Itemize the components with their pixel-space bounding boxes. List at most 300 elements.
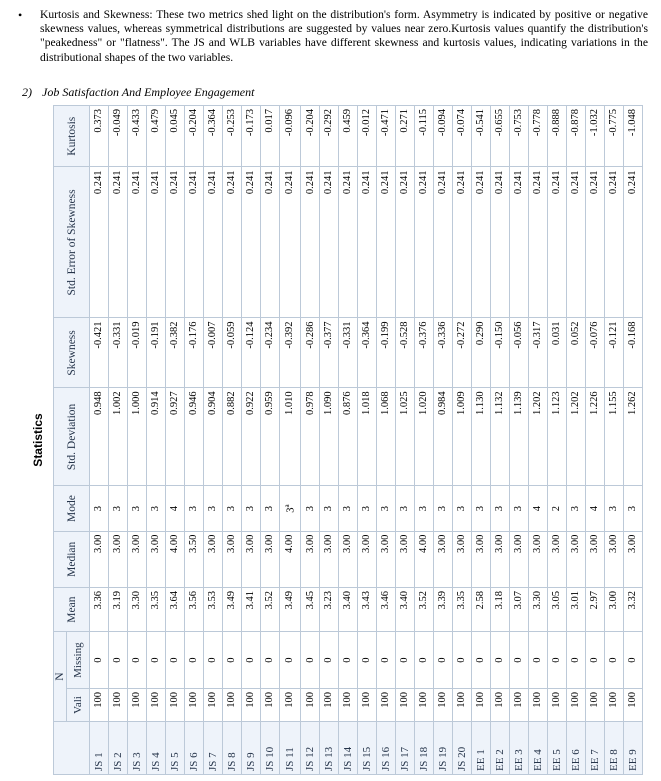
variable-label: JS 16 xyxy=(376,722,395,775)
cell-mode: 3 xyxy=(604,486,623,531)
cell-valid: 100 xyxy=(260,688,279,721)
cell-kurt: -0.541 xyxy=(471,106,490,167)
cell-mode: 3 xyxy=(490,486,509,531)
cell-median: 3.00 xyxy=(260,531,279,587)
cell-mode: 4 xyxy=(528,486,547,531)
cell-mode: 3 xyxy=(433,486,452,531)
cell-se: 0.241 xyxy=(338,167,357,318)
cell-missing: 0 xyxy=(452,632,471,689)
cell-missing: 0 xyxy=(490,632,509,689)
cell-median: 3.00 xyxy=(108,531,127,587)
cell-missing: 0 xyxy=(165,632,184,689)
cell-mode: 4 xyxy=(165,486,184,531)
cell-valid: 100 xyxy=(547,688,566,721)
cell-se: 0.241 xyxy=(471,167,490,318)
table-row xyxy=(509,106,528,775)
cell-se: 0.241 xyxy=(184,167,203,318)
cell-mode: 3 xyxy=(222,486,241,531)
cell-se: 0.241 xyxy=(509,167,528,318)
cell-missing: 0 xyxy=(146,632,165,689)
cell-mean: 3.46 xyxy=(376,587,395,631)
variable-label: JS 11 xyxy=(279,722,300,775)
cell-mean: 3.53 xyxy=(203,587,222,631)
cell-mean: 3.30 xyxy=(528,587,547,631)
cell-mode: 3 xyxy=(509,486,528,531)
cell-mode: 3 xyxy=(376,486,395,531)
cell-missing: 0 xyxy=(604,632,623,689)
cell-valid: 100 xyxy=(320,688,339,721)
cell-skew: -0.272 xyxy=(452,318,471,388)
cell-missing: 0 xyxy=(395,632,414,689)
cell-mode: 3 xyxy=(338,486,357,531)
cell-mode: 3 xyxy=(414,486,433,531)
table-row xyxy=(241,106,260,775)
cell-median: 3.00 xyxy=(320,531,339,587)
cell-kurt: -0.433 xyxy=(127,106,146,167)
cell-missing: 0 xyxy=(357,632,376,689)
cell-mode: 3$^a$ xyxy=(279,486,300,531)
variable-label: JS 9 xyxy=(241,722,260,775)
cell-mode: 3 xyxy=(320,486,339,531)
cell-median: 3.00 xyxy=(395,531,414,587)
cell-skew: -0.336 xyxy=(433,318,452,388)
cell-kurt: -0.115 xyxy=(414,106,433,167)
cell-kurt: -1.048 xyxy=(623,106,642,167)
variable-label: EE 3 xyxy=(509,722,528,775)
cell-se: 0.241 xyxy=(146,167,165,318)
cell-median: 4.00 xyxy=(414,531,433,587)
cell-missing: 0 xyxy=(320,632,339,689)
cell-mean: 3.23 xyxy=(320,587,339,631)
cell-se: 0.241 xyxy=(604,167,623,318)
table-row xyxy=(184,106,203,775)
variable-label: JS 2 xyxy=(108,722,127,775)
bullet-text: Kurtosis and Skewness: These two metrics shed light on the distribution's form. Asymmetry is indicated by positive or negative skewness values, whereas symmetrical distributions are suggested by values near zero.Kurtosis values quantify the distribution's "peakedness" or "flatness". The JS and WLB variables have different skewness and kurtosis values, indicating variations in the distributional shapes of the two variables. xyxy=(40,8,648,64)
cell-se: 0.241 xyxy=(566,167,585,318)
cell-kurt: -0.471 xyxy=(376,106,395,167)
cell-sd: 0.946 xyxy=(184,388,203,486)
cell-mean: 3.18 xyxy=(490,587,509,631)
cell-median: 3.00 xyxy=(241,531,260,587)
cell-skew: -0.331 xyxy=(108,318,127,388)
cell-kurt: -0.878 xyxy=(566,106,585,167)
cell-sd: 0.876 xyxy=(338,388,357,486)
header-mode: Mode xyxy=(54,486,90,531)
cell-median: 3.00 xyxy=(528,531,547,587)
variable-label: JS 5 xyxy=(165,722,184,775)
variable-label: EE 9 xyxy=(623,722,642,775)
variable-label: EE 7 xyxy=(585,722,604,775)
cell-missing: 0 xyxy=(90,632,109,689)
cell-se: 0.241 xyxy=(320,167,339,318)
variable-label: JS 17 xyxy=(395,722,414,775)
cell-missing: 0 xyxy=(566,632,585,689)
table-row xyxy=(320,106,339,775)
cell-median: 3.00 xyxy=(604,531,623,587)
cell-se: 0.241 xyxy=(357,167,376,318)
cell-kurt: 0.459 xyxy=(338,106,357,167)
cell-sd: 1.009 xyxy=(452,388,471,486)
cell-valid: 100 xyxy=(165,688,184,721)
cell-mean: 3.40 xyxy=(338,587,357,631)
cell-mean: 3.64 xyxy=(165,587,184,631)
cell-se: 0.241 xyxy=(165,167,184,318)
cell-sd: 0.904 xyxy=(203,388,222,486)
cell-kurt: -0.204 xyxy=(184,106,203,167)
cell-valid: 100 xyxy=(357,688,376,721)
variable-label: JS 20 xyxy=(452,722,471,775)
cell-mean: 3.45 xyxy=(301,587,320,631)
cell-se: 0.241 xyxy=(260,167,279,318)
cell-mean: 3.36 xyxy=(90,587,109,631)
cell-mean: 3.40 xyxy=(395,587,414,631)
cell-median: 3.00 xyxy=(547,531,566,587)
cell-median: 3.00 xyxy=(376,531,395,587)
table-row xyxy=(471,106,490,775)
cell-mean: 3.19 xyxy=(108,587,127,631)
cell-se: 0.241 xyxy=(108,167,127,318)
cell-sd: 1.068 xyxy=(376,388,395,486)
variable-label: JS 15 xyxy=(357,722,376,775)
cell-sd: 1.130 xyxy=(471,388,490,486)
table-row xyxy=(357,106,376,775)
cell-se: 0.241 xyxy=(301,167,320,318)
cell-valid: 100 xyxy=(127,688,146,721)
cell-median: 3.00 xyxy=(471,531,490,587)
cell-kurt: -0.049 xyxy=(108,106,127,167)
cell-sd: 1.090 xyxy=(320,388,339,486)
statistics-table xyxy=(23,105,643,775)
cell-mode: 3 xyxy=(395,486,414,531)
cell-median: 3.00 xyxy=(623,531,642,587)
cell-se: 0.241 xyxy=(376,167,395,318)
cell-valid: 100 xyxy=(471,688,490,721)
cell-mode: 3 xyxy=(127,486,146,531)
cell-se: 0.241 xyxy=(127,167,146,318)
cell-mode: 3 xyxy=(623,486,642,531)
table-row xyxy=(222,106,241,775)
section-title: Job Satisfaction And Employee Engagement xyxy=(42,85,255,99)
cell-mode: 3 xyxy=(184,486,203,531)
cell-mode: 3 xyxy=(301,486,320,531)
cell-se: 0.241 xyxy=(490,167,509,318)
cell-skew: -0.199 xyxy=(376,318,395,388)
cell-skew: -0.150 xyxy=(490,318,509,388)
table-row xyxy=(338,106,357,775)
cell-median: 3.00 xyxy=(490,531,509,587)
table-row xyxy=(566,106,585,775)
header-std-deviation: Std. Deviation xyxy=(54,388,90,486)
variable-label: EE 8 xyxy=(604,722,623,775)
cell-median: 3.00 xyxy=(90,531,109,587)
cell-mode: 3 xyxy=(566,486,585,531)
cell-missing: 0 xyxy=(241,632,260,689)
cell-median: 3.00 xyxy=(127,531,146,587)
cell-kurt: -0.775 xyxy=(604,106,623,167)
cell-sd: 1.155 xyxy=(604,388,623,486)
cell-mean: 3.32 xyxy=(623,587,642,631)
cell-sd: 1.123 xyxy=(547,388,566,486)
cell-skew: -0.392 xyxy=(279,318,300,388)
cell-mean: 3.49 xyxy=(222,587,241,631)
cell-se: 0.241 xyxy=(279,167,300,318)
variable-label: EE 5 xyxy=(547,722,566,775)
cell-mode: 3 xyxy=(452,486,471,531)
cell-sd: 1.025 xyxy=(395,388,414,486)
cell-median: 3.00 xyxy=(433,531,452,587)
cell-skew: -0.421 xyxy=(90,318,109,388)
cell-median: 3.00 xyxy=(452,531,471,587)
cell-missing: 0 xyxy=(471,632,490,689)
header-mean: Mean xyxy=(54,587,90,631)
cell-skew: -0.007 xyxy=(203,318,222,388)
table-row xyxy=(452,106,471,775)
table-row xyxy=(90,106,109,775)
cell-median: 3.00 xyxy=(338,531,357,587)
variable-label: JS 10 xyxy=(260,722,279,775)
variable-label: JS 7 xyxy=(203,722,222,775)
cell-mean: 3.56 xyxy=(184,587,203,631)
cell-kurt: -0.753 xyxy=(509,106,528,167)
cell-skew: -0.124 xyxy=(241,318,260,388)
cell-sd: 0.959 xyxy=(260,388,279,486)
cell-mean: 3.49 xyxy=(279,587,300,631)
cell-skew: -0.019 xyxy=(127,318,146,388)
cell-sd: 1.018 xyxy=(357,388,376,486)
bullet-paragraph xyxy=(18,8,648,65)
cell-skew: -0.176 xyxy=(184,318,203,388)
cell-valid: 100 xyxy=(433,688,452,721)
cell-missing: 0 xyxy=(414,632,433,689)
cell-kurt: -0.012 xyxy=(357,106,376,167)
cell-valid: 100 xyxy=(528,688,547,721)
cell-sd: 1.226 xyxy=(585,388,604,486)
cell-se: 0.241 xyxy=(452,167,471,318)
cell-mean: 2.58 xyxy=(471,587,490,631)
variable-label: EE 1 xyxy=(471,722,490,775)
table-row xyxy=(127,106,146,775)
cell-se: 0.241 xyxy=(433,167,452,318)
cell-se: 0.241 xyxy=(414,167,433,318)
cell-kurt: 0.045 xyxy=(165,106,184,167)
cell-se: 0.241 xyxy=(547,167,566,318)
cell-sd: 1.202 xyxy=(566,388,585,486)
cell-skew: 0.290 xyxy=(471,318,490,388)
cell-valid: 100 xyxy=(452,688,471,721)
variable-label: JS 3 xyxy=(127,722,146,775)
cell-skew: -0.191 xyxy=(146,318,165,388)
variable-label: JS 19 xyxy=(433,722,452,775)
cell-missing: 0 xyxy=(338,632,357,689)
table-row xyxy=(623,106,642,775)
cell-sd: 1.132 xyxy=(490,388,509,486)
table-row xyxy=(146,106,165,775)
cell-missing: 0 xyxy=(203,632,222,689)
cell-valid: 100 xyxy=(604,688,623,721)
cell-skew: -0.376 xyxy=(414,318,433,388)
cell-valid: 100 xyxy=(184,688,203,721)
cell-missing: 0 xyxy=(184,632,203,689)
header-kurtosis: Kurtosis xyxy=(54,106,90,167)
cell-valid: 100 xyxy=(414,688,433,721)
cell-se: 0.241 xyxy=(528,167,547,318)
cell-valid: 100 xyxy=(222,688,241,721)
cell-kurt: 0.373 xyxy=(90,106,109,167)
table-row xyxy=(376,106,395,775)
cell-valid: 100 xyxy=(301,688,320,721)
cell-se: 0.241 xyxy=(90,167,109,318)
table-row xyxy=(528,106,547,775)
cell-valid: 100 xyxy=(90,688,109,721)
cell-valid: 100 xyxy=(376,688,395,721)
cell-mean: 3.39 xyxy=(433,587,452,631)
cell-mode: 3 xyxy=(260,486,279,531)
cell-missing: 0 xyxy=(547,632,566,689)
variable-label: JS 8 xyxy=(222,722,241,775)
table-title: Statistics xyxy=(31,413,45,467)
cell-mode: 3 xyxy=(108,486,127,531)
cell-median: 3.00 xyxy=(509,531,528,587)
cell-kurt: -0.204 xyxy=(301,106,320,167)
cell-se: 0.241 xyxy=(222,167,241,318)
cell-valid: 100 xyxy=(338,688,357,721)
variable-label: JS 14 xyxy=(338,722,357,775)
variable-label: JS 1 xyxy=(90,722,109,775)
cell-median: 4.00 xyxy=(165,531,184,587)
table-row xyxy=(260,106,279,775)
cell-kurt: -0.253 xyxy=(222,106,241,167)
cell-median: 3.00 xyxy=(301,531,320,587)
table-row xyxy=(585,106,604,775)
cell-mean: 3.05 xyxy=(547,587,566,631)
table-row xyxy=(395,106,414,775)
cell-kurt: -0.778 xyxy=(528,106,547,167)
cell-kurt: -0.074 xyxy=(452,106,471,167)
cell-missing: 0 xyxy=(108,632,127,689)
cell-valid: 100 xyxy=(509,688,528,721)
cell-mean: 3.52 xyxy=(414,587,433,631)
cell-kurt: -0.173 xyxy=(241,106,260,167)
cell-median: 3.00 xyxy=(566,531,585,587)
cell-mode: 3 xyxy=(241,486,260,531)
header-valid: Vali xyxy=(67,688,90,721)
cell-median: 3.50 xyxy=(184,531,203,587)
cell-kurt: -0.292 xyxy=(320,106,339,167)
table-row xyxy=(433,106,452,775)
variable-label: EE 6 xyxy=(566,722,585,775)
cell-se: 0.241 xyxy=(395,167,414,318)
cell-missing: 0 xyxy=(279,632,300,689)
table-row xyxy=(279,106,300,775)
cell-kurt: -0.094 xyxy=(433,106,452,167)
cell-missing: 0 xyxy=(433,632,452,689)
header-missing: Missing xyxy=(67,632,90,689)
table-row xyxy=(547,106,566,775)
variable-label: EE 4 xyxy=(528,722,547,775)
cell-valid: 100 xyxy=(108,688,127,721)
cell-se: 0.241 xyxy=(623,167,642,318)
cell-mode: 3 xyxy=(90,486,109,531)
section-number: 2) xyxy=(22,85,32,99)
cell-mean: 3.35 xyxy=(452,587,471,631)
table-row xyxy=(301,106,320,775)
variable-label: JS 6 xyxy=(184,722,203,775)
table-row xyxy=(604,106,623,775)
cell-median: 3.00 xyxy=(357,531,376,587)
cell-sd: 1.000 xyxy=(127,388,146,486)
cell-skew: -0.364 xyxy=(357,318,376,388)
cell-skew: -0.168 xyxy=(623,318,642,388)
cell-skew: -0.121 xyxy=(604,318,623,388)
cell-skew: -0.331 xyxy=(338,318,357,388)
cell-skew: -0.528 xyxy=(395,318,414,388)
cell-mode: 3 xyxy=(203,486,222,531)
cell-kurt: 0.479 xyxy=(146,106,165,167)
corner-cell xyxy=(54,722,90,775)
cell-sd: 1.262 xyxy=(623,388,642,486)
header-skewness: Skewness xyxy=(54,318,90,388)
cell-missing: 0 xyxy=(222,632,241,689)
cell-kurt: 0.017 xyxy=(260,106,279,167)
cell-skew: -0.076 xyxy=(585,318,604,388)
cell-mean: 3.07 xyxy=(509,587,528,631)
cell-sd: 1.020 xyxy=(414,388,433,486)
cell-sd: 1.002 xyxy=(108,388,127,486)
cell-skew: -0.059 xyxy=(222,318,241,388)
cell-missing: 0 xyxy=(585,632,604,689)
cell-kurt: -0.096 xyxy=(279,106,300,167)
cell-kurt: -0.888 xyxy=(547,106,566,167)
cell-mean: 3.35 xyxy=(146,587,165,631)
cell-valid: 100 xyxy=(585,688,604,721)
cell-sd: 1.202 xyxy=(528,388,547,486)
variable-label: JS 12 xyxy=(301,722,320,775)
header-median: Median xyxy=(54,531,90,587)
header-n: N xyxy=(54,632,67,722)
cell-median: 3.00 xyxy=(146,531,165,587)
cell-missing: 0 xyxy=(623,632,642,689)
cell-missing: 0 xyxy=(509,632,528,689)
table-row xyxy=(108,106,127,775)
cell-skew: 0.031 xyxy=(547,318,566,388)
cell-mode: 3 xyxy=(146,486,165,531)
cell-kurt: -0.364 xyxy=(203,106,222,167)
variable-label: JS 4 xyxy=(146,722,165,775)
cell-skew: -0.382 xyxy=(165,318,184,388)
cell-sd: 0.914 xyxy=(146,388,165,486)
table-row xyxy=(203,106,222,775)
cell-skew: 0.052 xyxy=(566,318,585,388)
cell-mean: 3.30 xyxy=(127,587,146,631)
cell-mean: 3.52 xyxy=(260,587,279,631)
cell-valid: 100 xyxy=(279,688,300,721)
cell-valid: 100 xyxy=(566,688,585,721)
cell-skew: -0.234 xyxy=(260,318,279,388)
cell-skew: -0.317 xyxy=(528,318,547,388)
cell-valid: 100 xyxy=(395,688,414,721)
cell-se: 0.241 xyxy=(241,167,260,318)
cell-sd: 1.010 xyxy=(279,388,300,486)
cell-kurt: -0.655 xyxy=(490,106,509,167)
cell-skew: -0.056 xyxy=(509,318,528,388)
variable-label: JS 18 xyxy=(414,722,433,775)
cell-mean: 3.41 xyxy=(241,587,260,631)
cell-se: 0.241 xyxy=(203,167,222,318)
section-heading xyxy=(22,85,254,100)
cell-sd: 0.984 xyxy=(433,388,452,486)
cell-mean: 3.00 xyxy=(604,587,623,631)
cell-mode: 4 xyxy=(585,486,604,531)
